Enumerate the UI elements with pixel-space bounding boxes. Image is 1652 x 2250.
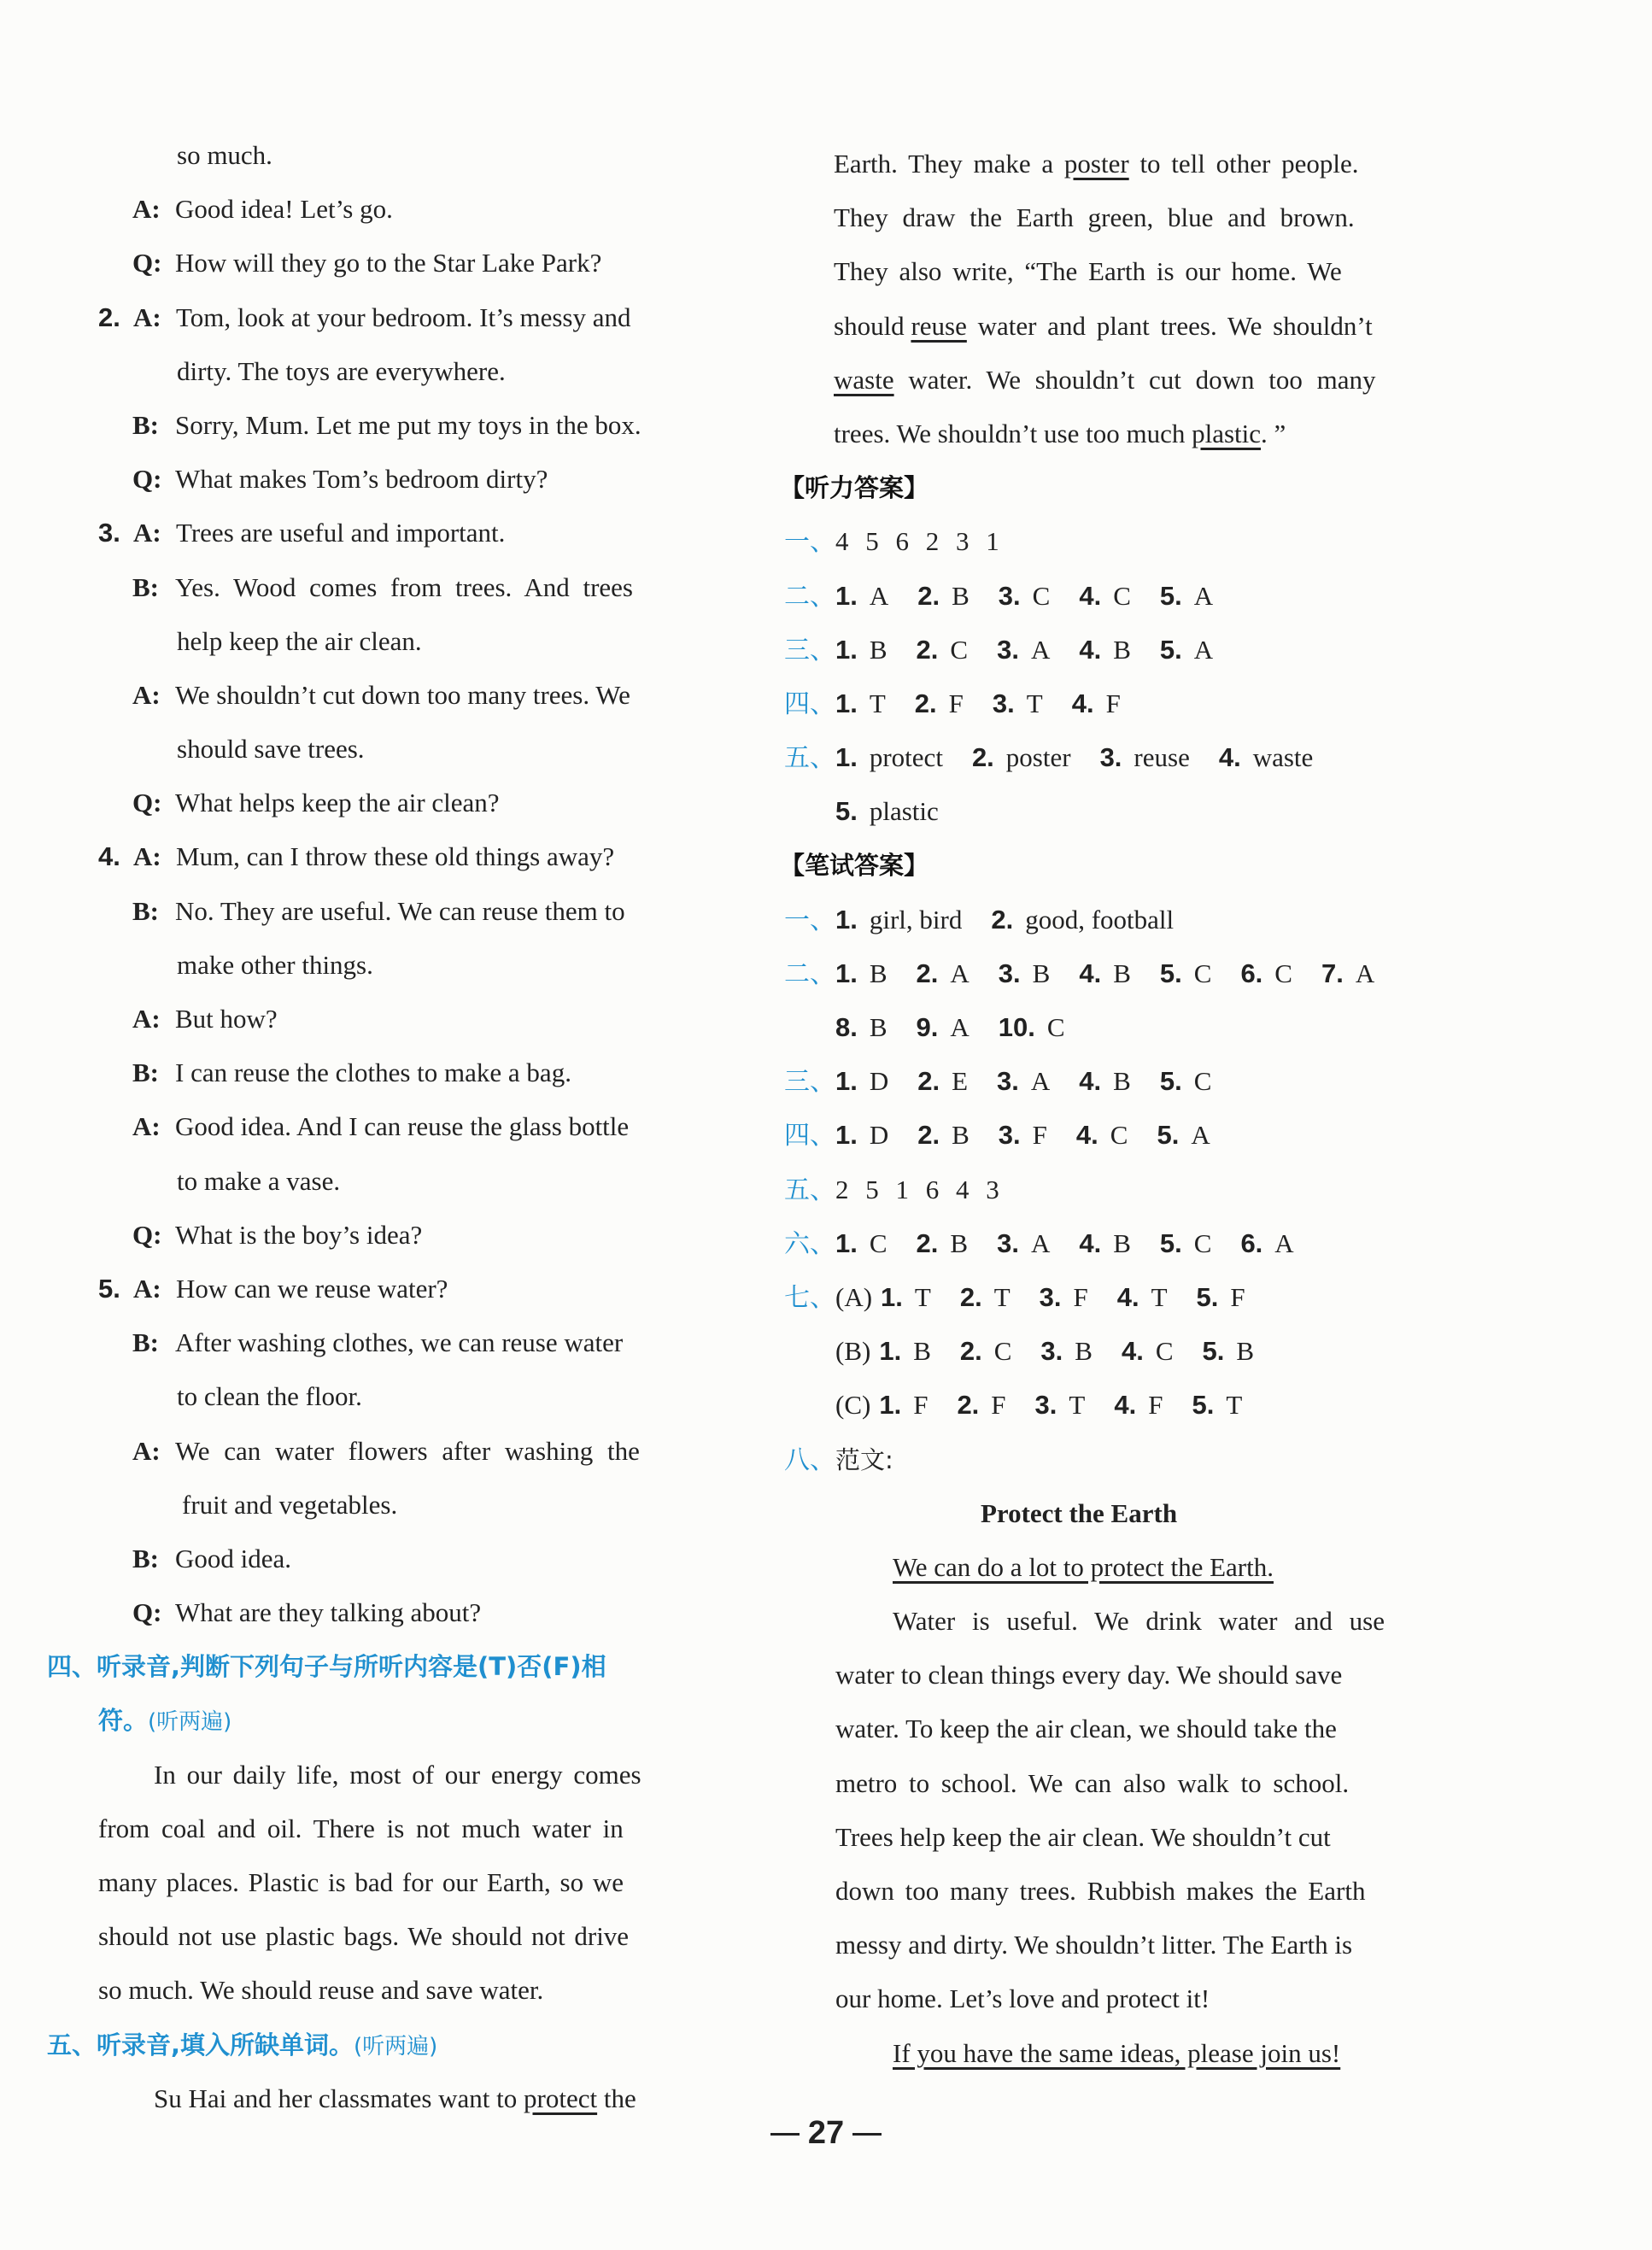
dialogue-line: B: After washing clothes, we can reuse water <box>98 1315 726 1369</box>
text-line: should not use plastic bags. We should not drive <box>98 1921 630 1952</box>
right-column <box>780 137 1467 2080</box>
speaker-label: A: <box>132 1004 161 1034</box>
essay-line: If you have the same ideas, please join us! <box>893 2037 1341 2068</box>
speaker-label: A: <box>133 841 161 872</box>
dialogue-line: A: But how? <box>98 992 726 1046</box>
text-line: many places. Plastic is bad for our Earth, so we <box>98 1867 624 1897</box>
text-line: from coal and oil. There is not much water in <box>98 1813 624 1843</box>
answer-row: 二、1. B 2. A 3. B 4. B 5. C 6. C 7. A <box>784 958 1375 989</box>
speaker-label: A: <box>133 302 161 332</box>
dialogue-line: B: Good idea. <box>98 1532 726 1585</box>
dialogue-line: B: I can reuse the clothes to make a bag. <box>98 1046 726 1099</box>
text-line: They draw the Earth green, blue and brown. <box>834 202 1355 233</box>
dialogue-line: Q: What is the boy’s idea? <box>98 1208 726 1262</box>
essay-line: We can do a lot to protect the Earth. <box>893 1551 1274 1582</box>
dialogue-line: Q: What helps keep the air clean? <box>98 776 726 829</box>
speaker-label: A: <box>133 1273 161 1304</box>
answer-row: 三、1. D 2. E 3. A 4. B 5. C <box>784 1066 1212 1098</box>
text-line: to clean the floor. <box>177 1381 362 1412</box>
section-heading-cont: 符。(听两遍) <box>98 1706 232 1736</box>
speaker-label: B: <box>132 1327 159 1358</box>
essay-line: metro to school. We can also walk to school. <box>835 1767 1350 1798</box>
text-line: so much. <box>177 140 272 170</box>
item-number: 5. <box>98 1273 120 1304</box>
answer-row: 四、1. T 2. F 3. T 4. F <box>784 688 1121 719</box>
speaker-label: A: <box>132 1111 161 1142</box>
answer-row: 六、1. C 2. B 3. A 4. B 5. C 6. A <box>784 1228 1294 1259</box>
speaker-label: B: <box>132 895 159 926</box>
dialogue-line: A: We can water flowers after washing the <box>98 1424 726 1478</box>
text-line: Earth. They make a poster to tell other people. <box>834 149 1359 179</box>
item-number: 2. <box>98 302 120 332</box>
answer-row: 三、1. B 2. C 3. A 4. B 5. A <box>784 634 1214 665</box>
left-column <box>47 128 726 2125</box>
essay-title: Protect the Earth <box>980 1497 1178 1528</box>
text-line: help keep the air clean. <box>177 625 422 656</box>
speaker-label: A: <box>132 679 161 710</box>
essay-line: our home. Let’s love and protect it! <box>835 1983 1210 2014</box>
text-line: to make a vase. <box>177 1165 341 1196</box>
dialogue-line: Q: What are they talking about? <box>98 1585 726 1639</box>
essay-line: water to clean things every day. We should save <box>835 1660 1343 1690</box>
dash-left <box>770 2133 800 2136</box>
dialogue-line: A: We shouldn’t cut down too many trees. We <box>98 668 726 722</box>
speaker-label: Q: <box>132 1597 162 1628</box>
dialogue-line: B: No. They are useful. We can reuse them to <box>98 884 726 938</box>
answers-heading: 【笔试答案】 <box>780 851 929 881</box>
dialogue-line: B: Sorry, Mum. Let me put my toys in the box. <box>98 398 726 452</box>
answer-row: 四、1. D 2. B 3. F 4. C 5. A <box>784 1120 1210 1151</box>
answer-row: 一、1. girl, bird 2. good, football <box>784 904 1175 935</box>
essay-line: water. To keep the air clean, we should take the <box>835 1714 1337 1744</box>
dialogue-line: 3. A: Trees are useful and important. <box>98 506 726 560</box>
dialogue-line: 4. A: Mum, can I throw these old things away? <box>98 829 726 883</box>
answer-row: 七、(A) 1. T 2. T 3. F 4. T 5. F <box>784 1281 1245 1313</box>
speaker-label: Q: <box>132 464 162 495</box>
dialogue-line: 5. A: How can we reuse water? <box>98 1262 726 1315</box>
speaker-label: B: <box>132 409 159 440</box>
speaker-label: B: <box>132 1058 159 1088</box>
dialogue-line: 2. A: Tom, look at your bedroom. It’s messy and <box>98 290 726 344</box>
text-line: fruit and vegetables. <box>182 1489 398 1520</box>
answer-row: 5. plastic <box>835 796 939 827</box>
answer-row: 五、2 5 1 6 4 3 <box>784 1174 1005 1205</box>
text-line: make other things. <box>177 949 373 980</box>
essay-line: down too many trees. Rubbish makes the Earth <box>835 1876 1366 1906</box>
text-line: should save trees. <box>177 734 365 765</box>
answer-row: (C) 1. F 2. F 3. T 4. F 5. T <box>835 1390 1243 1421</box>
speaker-label: B: <box>132 571 159 602</box>
speaker-label: Q: <box>132 248 162 278</box>
answer-row: (B) 1. B 2. C 3. B 4. C 5. B <box>835 1336 1255 1367</box>
item-number: 3. <box>98 518 120 548</box>
text-line: Su Hai and her classmates want to protect the <box>154 2083 636 2113</box>
answer-row: 8. B 9. A 10. C <box>835 1012 1065 1042</box>
essay-line: messy and dirty. We shouldn’t litter. The Earth is <box>835 1930 1353 1960</box>
dialogue-line: Q: How will they go to the Star Lake Park? <box>98 236 726 290</box>
section-heading: 四、听录音,判断下列句子与所听内容是(T)否(F)相 <box>47 1652 606 1682</box>
speaker-label: A: <box>132 1435 161 1466</box>
text-line: dirty. The toys are everywhere. <box>177 355 506 386</box>
dialogue-line: A: Good idea. And I can reuse the glass bottle <box>98 1099 726 1153</box>
speaker-label: Q: <box>132 1219 162 1250</box>
essay-line: Water is useful. We drink water and use <box>893 1606 1385 1637</box>
text-line: trees. We shouldn’t use too much plastic. ” <box>834 418 1286 448</box>
text-line: waste water. We shouldn’t cut down too many <box>834 364 1376 395</box>
dash-right <box>852 2133 882 2136</box>
speaker-label: A: <box>132 194 161 225</box>
speaker-label: B: <box>132 1543 159 1573</box>
answers-heading: 【听力答案】 <box>780 473 929 503</box>
page-number: 27 <box>0 2115 1652 2152</box>
dialogue-line: B: Yes. Wood comes from trees. And trees <box>98 560 726 614</box>
answer-row: 二、1. A 2. B 3. C 4. C 5. A <box>784 580 1214 612</box>
answer-row: 八、范文: <box>784 1444 893 1475</box>
speaker-label: Q: <box>132 788 162 818</box>
text-line: In our daily life, most of our energy comes <box>154 1759 641 1790</box>
text-line: They also write, “The Earth is our home. We <box>834 256 1342 287</box>
essay-line: Trees help keep the air clean. We shouldn’t cut <box>835 1821 1331 1852</box>
text-line: so much. We should reuse and save water. <box>98 1975 544 2006</box>
dialogue-line: Q: What makes Tom’s bedroom dirty? <box>98 452 726 506</box>
speaker-label: A: <box>133 518 161 548</box>
text-line: should reuse water and plant trees. We shouldn’t <box>834 310 1373 341</box>
answer-row: 五、1. protect 2. poster 3. reuse 4. waste <box>784 742 1314 774</box>
dialogue-line: A: Good idea! Let’s go. <box>98 182 726 236</box>
answer-row: 一、4 5 6 2 3 1 <box>784 526 1005 558</box>
section-heading: 五、听录音,填入所缺单词。(听两遍) <box>47 2030 438 2060</box>
item-number: 4. <box>98 841 120 872</box>
